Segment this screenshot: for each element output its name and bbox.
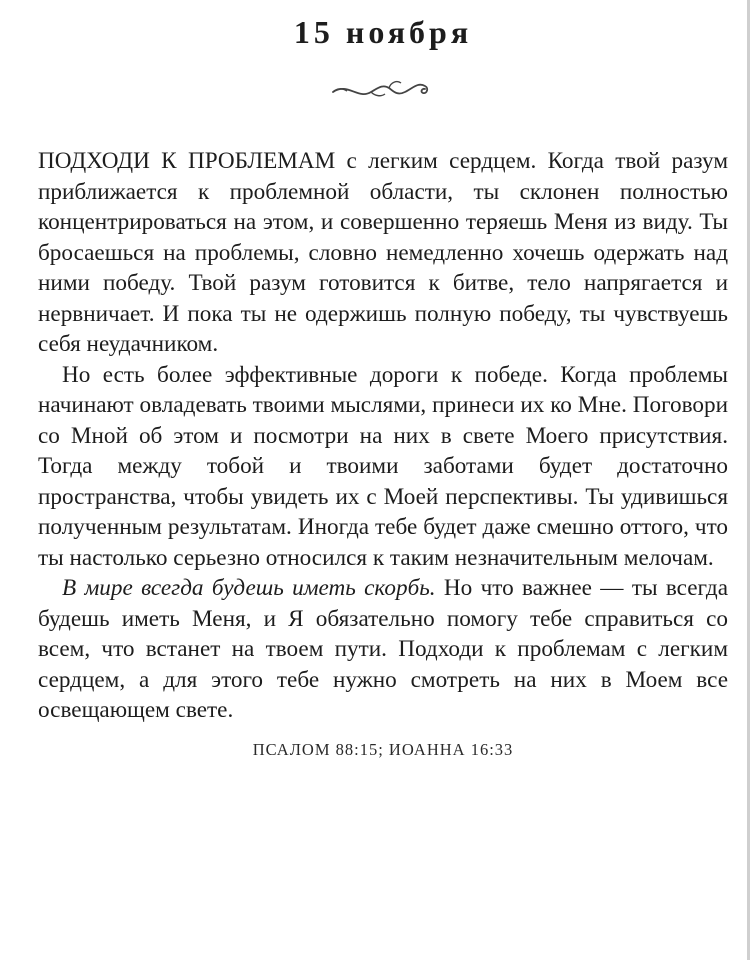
- paragraph-3: [38, 573, 728, 726]
- scripture-quote: В мире всегда будешь иметь скорбь.: [62, 575, 436, 601]
- paragraph-1-body: с легким сердцем. Когда твой разум приближается к проблемной области, ты склонен полностью концентрироваться на этом, и совершенно теряешь Меня из виду. Ты бросаешься на проблемы, словно немедленно хочешь одержать над ними победу. Твой разум готовится к битве, тело напрягается и нервничает. И пока ты не одержишь полную победу, ты чувствуешь себя неудачником.: [38, 148, 728, 357]
- scripture-reference: ПСАЛОМ 88:15; ИОАННА 16:33: [252, 739, 514, 759]
- paragraph-2: Но есть более эффективные дороги к победе. Когда проблемы начинают овладевать твоими мыслями, принеси их ко Мне. Поговори со Мной об этом и посмотри на них в свете Моего присутствия. Тогда между тобой и твоими заботами будет достаточно пространства, чтобы увидеть их с Моей перспективы. Ты удивишься полученным результатам. Иногда тебе будет даже смешно оттого, что ты настолько серьезно относился к таким незначительным мелочам.: [38, 361, 728, 571]
- paragraph-1: [38, 146, 728, 360]
- paragraph-3-body: Но что важнее — ты всегда будешь иметь Меня, и Я обязательно помогу тебе справиться со всем, что встанет на твоем пути. Подходи к проблемам с легким сердцем, а для этого тебе нужно смотреть на них в Моем все освещающем свете.: [38, 575, 728, 723]
- paragraph-lead: ПОДХОДИ К ПРОБЛЕМАМ: [38, 148, 336, 174]
- devotion-text: [38, 146, 728, 726]
- flourish-ornament-icon: [38, 70, 728, 124]
- page-title: 15 ноября: [293, 14, 473, 50]
